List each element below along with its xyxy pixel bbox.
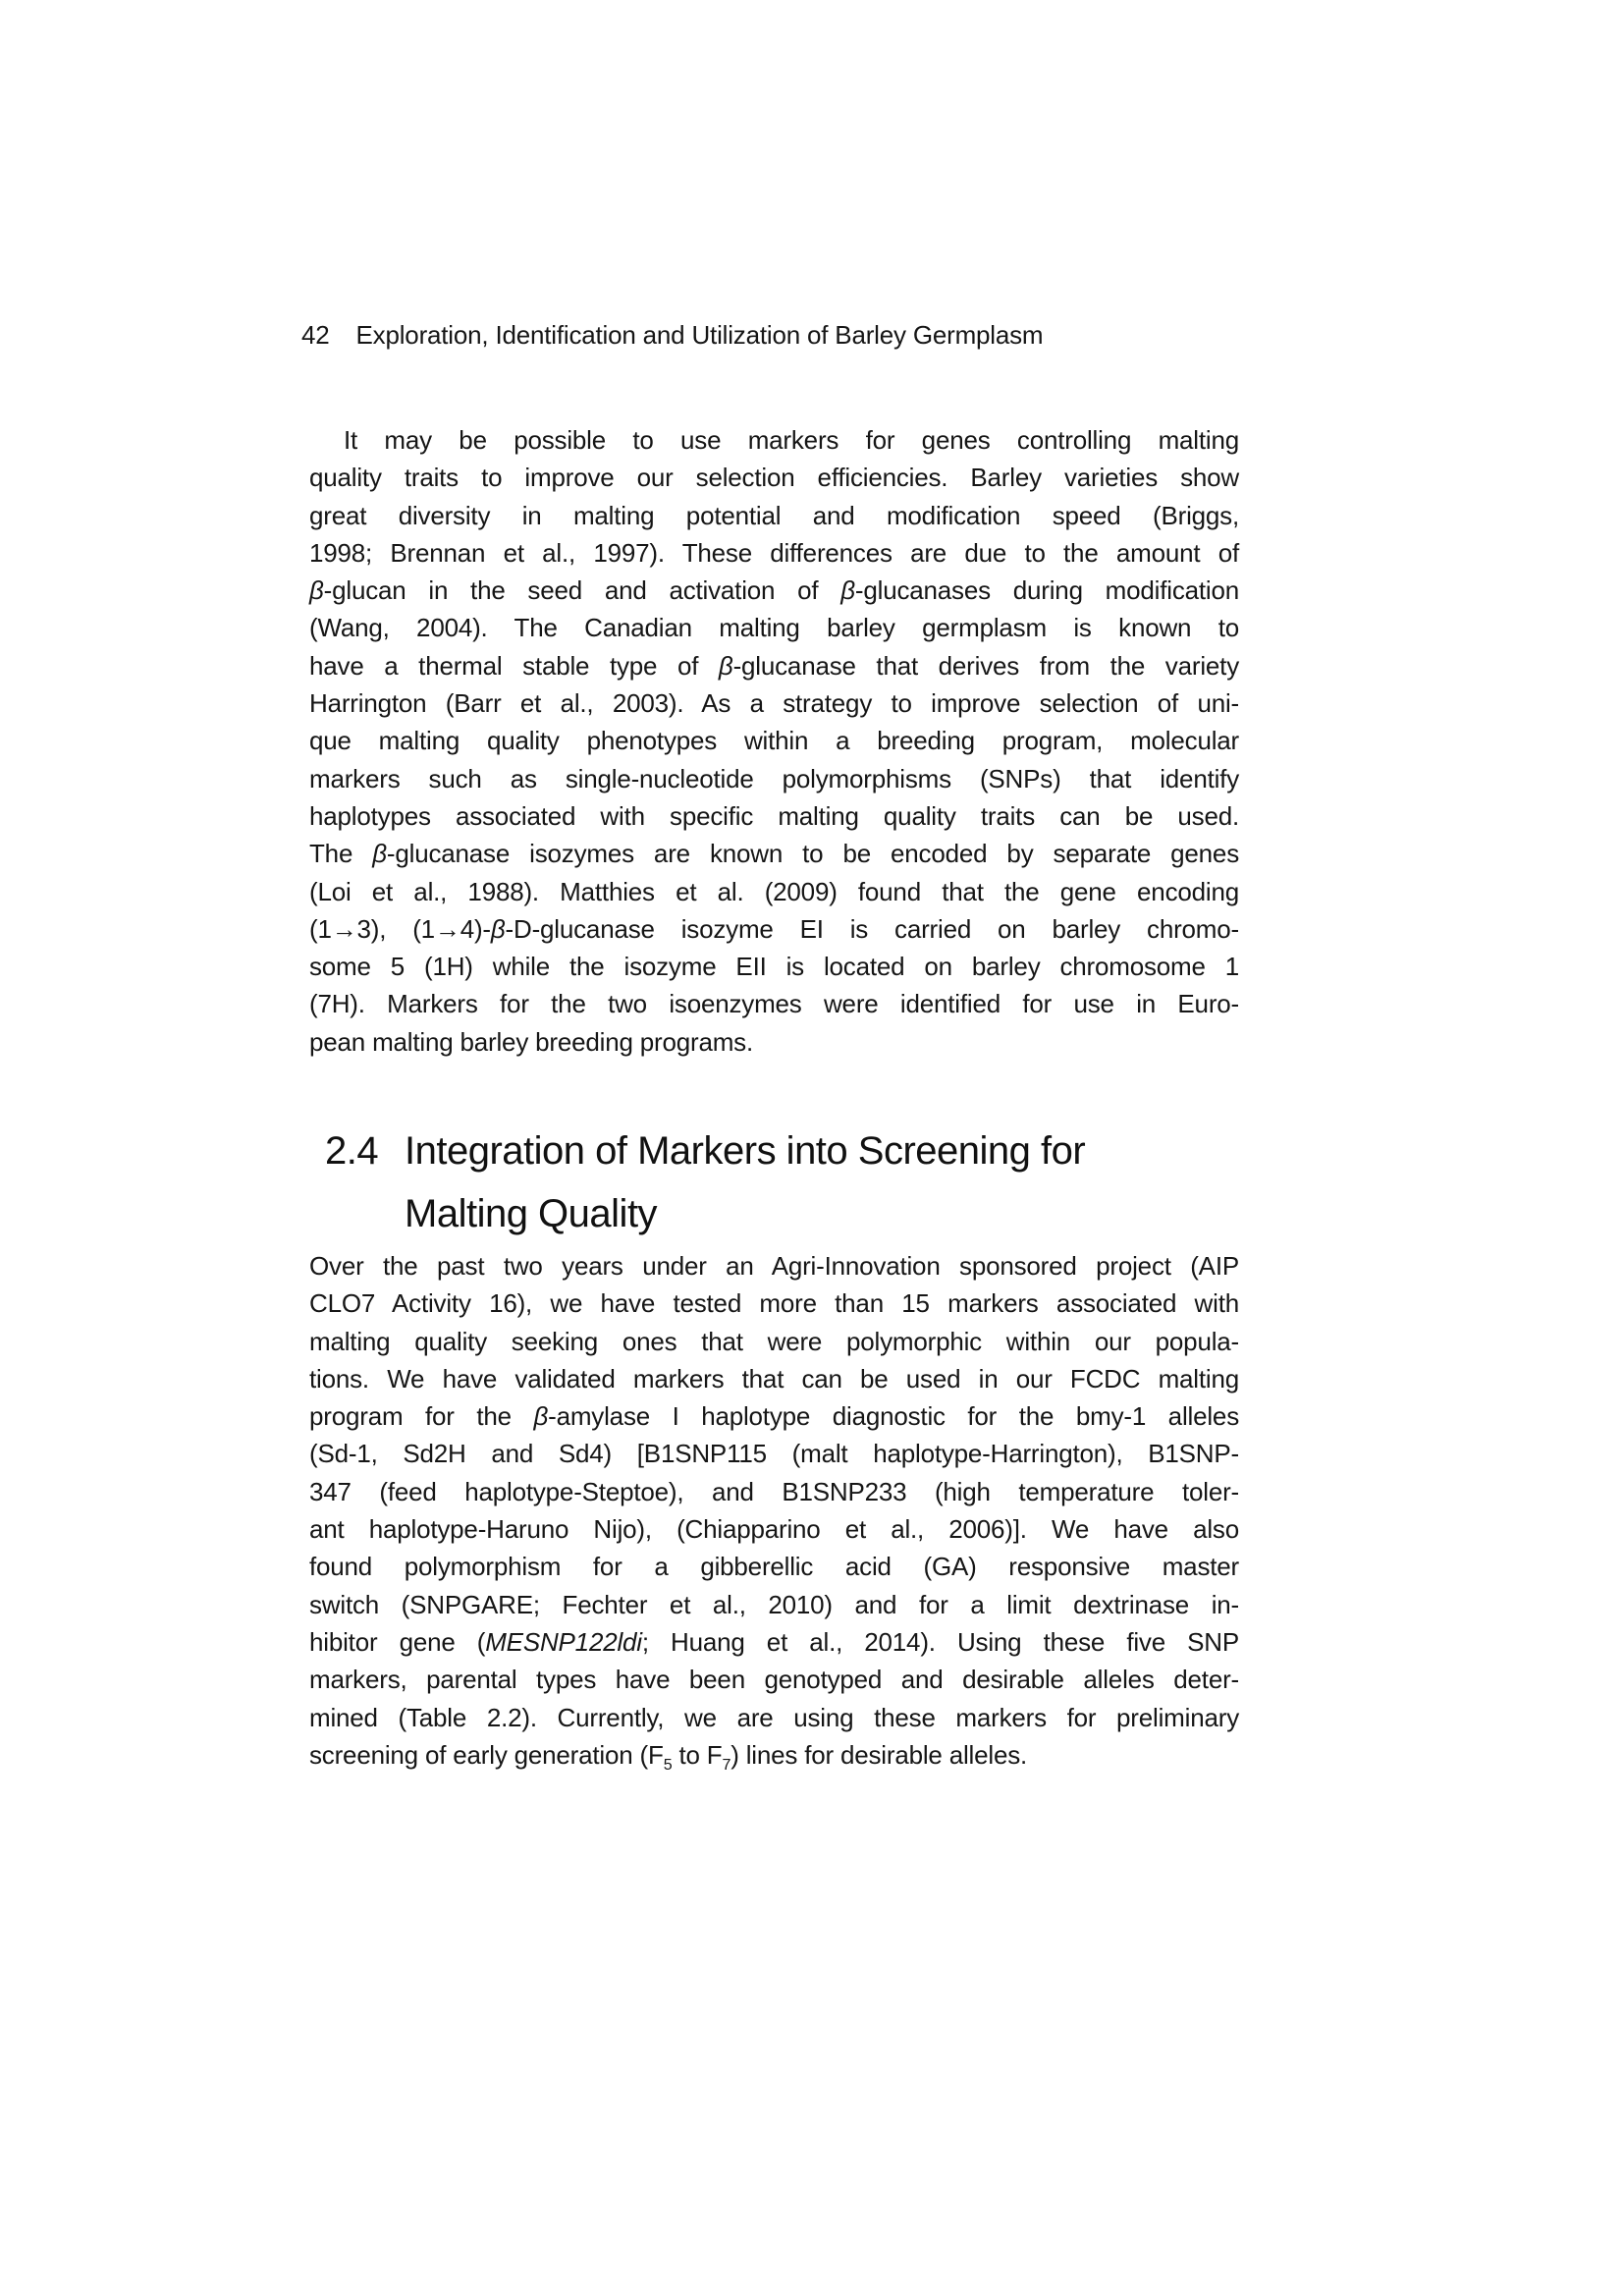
section-heading — [325, 1120, 1307, 1245]
text-line: screening of early generation ($F_5$ to $F_7$) lines for desirable alleles. — [309, 1739, 1028, 1775]
text-line: CLO7 Activity 16), we have tested more than 15 markers associated with — [309, 1288, 1239, 1319]
text-line: (Sd-1, Sd2H and Sd4) [B1SNP115 (malt haplotype-Harrington), B1SNP- — [309, 1439, 1239, 1469]
page-number: 42 — [301, 320, 330, 350]
text-line: great diversity in malting potential and modification speed (Briggs, — [309, 500, 1239, 530]
section-number: 2.4 — [325, 1129, 379, 1173]
text-line: markers, parental types have been genotyped and desirable alleles deter- — [309, 1665, 1239, 1695]
text-line: 1998; Brennan et al., 1997). These differences are due to the amount of — [309, 537, 1239, 568]
section-title-line2: Malting Quality — [405, 1192, 658, 1235]
text-line: mined (Table 2.2). Currently, we are using these markers for preliminary — [309, 1702, 1239, 1732]
text-line: have a thermal stable type of β-glucanase that derives from the variety — [309, 650, 1239, 681]
text-line: haplotypes associated with specific malting quality traits can be used. — [309, 800, 1239, 831]
text-line: malting quality seeking ones that were polymorphic within our popula- — [309, 1326, 1239, 1356]
text-line: pean malting barley breeding programs. — [309, 1026, 753, 1057]
text-line: It may be possible to use markers for genes controlling malting — [344, 425, 1239, 455]
running-title: Exploration, Identification and Utilization of Barley Germplasm — [355, 320, 1044, 350]
text-line: que malting quality phenotypes within a breeding program, molecular — [309, 726, 1239, 756]
text-line: Harrington (Barr et al., 2003). As a strategy to improve selection of uni- — [309, 688, 1239, 719]
text-line: 347 (feed haplotype-Steptoe), and B1SNP233 (high temperature toler- — [309, 1476, 1239, 1506]
text-line: β-glucan in the seed and activation of β-glucanases during modification — [309, 575, 1240, 606]
section-title-line1: Integration of Markers into Screening for — [405, 1129, 1086, 1173]
text-line: hibitor gene (MESNP122ldi; Huang et al., 2014). Using these five SNP — [309, 1626, 1239, 1657]
text-line: found polymorphism for a gibberellic acid (GA) responsive master — [309, 1552, 1239, 1582]
text-line: some 5 (1H) while the isozyme EII is located on barley chromosome 1 — [309, 952, 1239, 982]
text-line: (7H). Markers for the two isoenzymes were identified for use in Euro- — [309, 989, 1239, 1019]
text-line: (Wang, 2004). The Canadian malting barley germplasm is known to — [309, 613, 1239, 643]
text-line: Over the past two years under an Agri-Innovation sponsored project (AIP — [309, 1251, 1239, 1281]
paragraph-body — [309, 1247, 1239, 1774]
text-line: program for the β-amylase I haplotype diagnostic for the bmy-1 alleles — [309, 1401, 1239, 1432]
page-header — [301, 318, 1283, 352]
text-line: ant haplotype-Haruno Nijo), (Chiapparino et al., 2006)]. We have also — [309, 1514, 1239, 1545]
paragraph-intro — [309, 421, 1239, 1061]
text-line: (Loi et al., 1988). Matthies et al. (2009) found that the gene encoding — [309, 876, 1239, 906]
text-line: quality traits to improve our selection efficiencies. Barley varieties show — [309, 463, 1239, 493]
section-title — [405, 1120, 1307, 1245]
text-line: tions. We have validated markers that can be used in our FCDC malting — [309, 1363, 1239, 1394]
text-line: markers such as single-nucleotide polymorphisms (SNPs) that identify — [309, 763, 1239, 793]
text-line: (1→3), (1→4)-β-D-glucanase isozyme EI is carried on barley chromo- — [309, 913, 1239, 944]
text-line: The β-glucanase isozymes are known to be encoded by separate genes — [309, 839, 1239, 869]
text-line: switch (SNPGARE; Fechter et al., 2010) and for a limit dextrinase in- — [309, 1589, 1239, 1619]
